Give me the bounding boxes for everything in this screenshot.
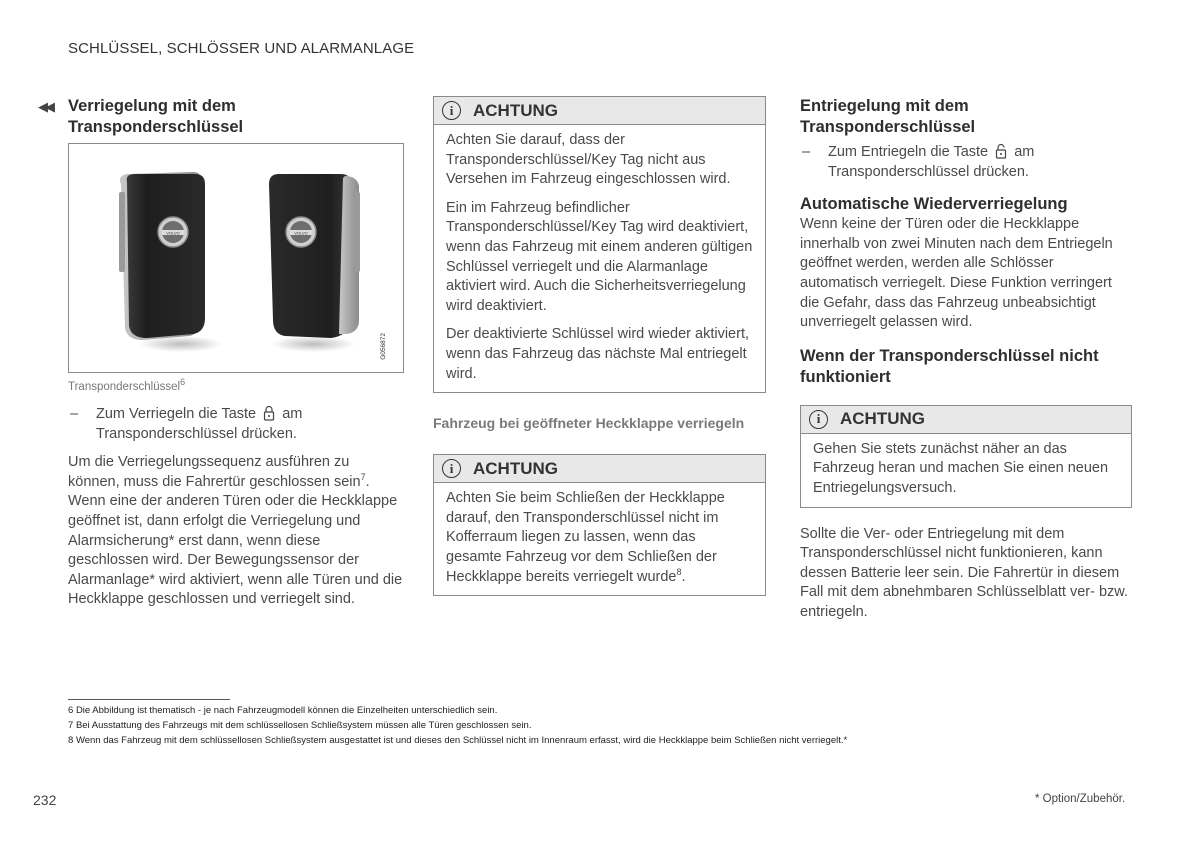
warning-box-3 (800, 405, 1132, 508)
figure-caption: Transponderschlüssel$^6$ (68, 377, 186, 393)
warning-box-2 (433, 454, 766, 596)
step-lock: – Zum Verriegeln die Taste am Transponderschlüssel drücken. (68, 405, 404, 444)
column-2 (433, 96, 766, 596)
section-heading-relock: Automatische Wiederverriegelung (800, 195, 1068, 214)
column-1 (68, 96, 404, 610)
figure-id: G056872 (380, 333, 387, 360)
footnote-divider (68, 699, 230, 700)
warning-text: Achten Sie beim Schließen der Heckklappe darauf, den Transponderschlüssel nicht im Kofferraum liegen zu lassen, wenn das gesamte Fahrzeug vor dem Schließen der Heckklappe bereits verriegelt wurde$^8$. (446, 490, 725, 585)
footnote: 8 Wenn das Fahrzeug mit dem schlüssellosen Schließsystem ausgestattet ist und dieses den Schlüssel nicht im Innenraum erfasst, wird die Heckklappe beim Schließen nicht verriegelt.* (68, 735, 848, 746)
step-dash: – (802, 144, 811, 160)
key-figure (68, 143, 404, 373)
page-number: 232 (33, 792, 57, 808)
info-circle-icon: i (442, 459, 461, 478)
unlock-icon (995, 143, 1007, 159)
warning-title: ACHTUNG (840, 409, 925, 429)
footnotes (68, 703, 847, 748)
double-left-arrow-icon[interactable]: ◀◀ (38, 99, 52, 114)
page-header-title: SCHLÜSSEL, SCHLÖSSER UND ALARMANLAGE (68, 40, 415, 57)
volvo-logo-text: VOLVO (166, 230, 180, 236)
warning-title: ACHTUNG (473, 458, 558, 478)
warning-box-1 (433, 96, 766, 393)
warning-text: Achten Sie darauf, dass der Transponderschlüssel/Key Tag nicht aus Versehen im Fahrzeug eingeschlossen wird. (446, 132, 731, 188)
step-unlock: – Zum Entriegeln die Taste am Transponderschlüssel drücken. (800, 143, 1132, 182)
warning-text: Ein im Fahrzeug befindlicher Transponderschlüssel/Key Tag wird deaktiviert, wenn das Fahrzeug mit einem anderen gültigen Schlüssel verriegelt und die Alarmanlage aktiviert wird. Auch die Sicherheitsverriegelung wird deaktiviert. (446, 199, 753, 314)
info-circle-icon: i (442, 101, 461, 120)
info-circle-icon: i (809, 410, 828, 429)
warning-title: ACHTUNG (473, 100, 558, 120)
volvo-logo-text-2: VOLVO (294, 230, 308, 236)
subheading-tailgate: Fahrzeug bei geöffneter Heckklappe verriegeln (433, 415, 745, 432)
footnote: 7 Bei Ausstattung des Fahrzeugs mit dem schlüssellosen Schließsystem müssen alle Türen geschlossen sein. (68, 720, 532, 731)
warning-text: Der deaktivierte Schlüssel wird wieder aktiviert, wenn das Fahrzeug das nächste Mal entriegelt wird. (446, 326, 749, 382)
section-heading-not-working: Wenn der Transponderschlüssel nicht funktioniert (800, 346, 1099, 386)
section-heading-locking: Verriegelung mit dem Transponderschlüssel (68, 97, 244, 136)
footnote: 6 Die Abbildung ist thematisch - je nach Fahrzeugmodell können die Einzelheiten unterschiedlich sein. (68, 705, 498, 716)
battery-paragraph: Sollte die Ver- oder Entriegelung mit dem Transponderschlüssel nicht funktionieren, kann dessen Batterie leer sein. Die Fahrertür in diesem Fall mit dem abnehmbaren Schlüsselblatt ver- bzw. entriegeln. (800, 525, 1129, 620)
step-dash: – (70, 406, 79, 422)
lock-icon (263, 405, 275, 421)
relock-paragraph: Wenn keine der Türen oder die Heckklappe innerhalb von zwei Minuten nach dem Entriegeln geöffnet werden, werden alle Schlösser automatisch verriegelt. Diese Funktion verringert die Gefahr, dass das Fahrzeug unbeabsichtigt unverriegelt gelassen wird. (800, 216, 1113, 331)
column-3 (800, 96, 1132, 623)
locking-sequence-paragraph: Um die Verriegelungssequenz ausführen zu können, muss die Fahrertür geschlossen sein$^7$. Wenn eine der anderen Türen oder die Heckklappe geöffnet ist, dann erfolgt die Verriegelung und Alarmsicherung* erst dann, wenn diese geschlossen wird. Der Bewegungssensor der Alarmanlage* wird aktiviert, wenn alle Türen und die Heckklappe geschlossen und verriegelt sind. (68, 454, 403, 608)
section-heading-unlocking: Entriegelung mit dem Transponderschlüssel (800, 97, 976, 136)
transponder-key-illustration (69, 144, 403, 372)
option-note: * Option/Zubehör. (1035, 793, 1126, 805)
warning-text: Gehen Sie stets zunächst näher an das Fahrzeug heran und machen Sie einen neuen Entriegelungsversuch. (813, 440, 1109, 496)
